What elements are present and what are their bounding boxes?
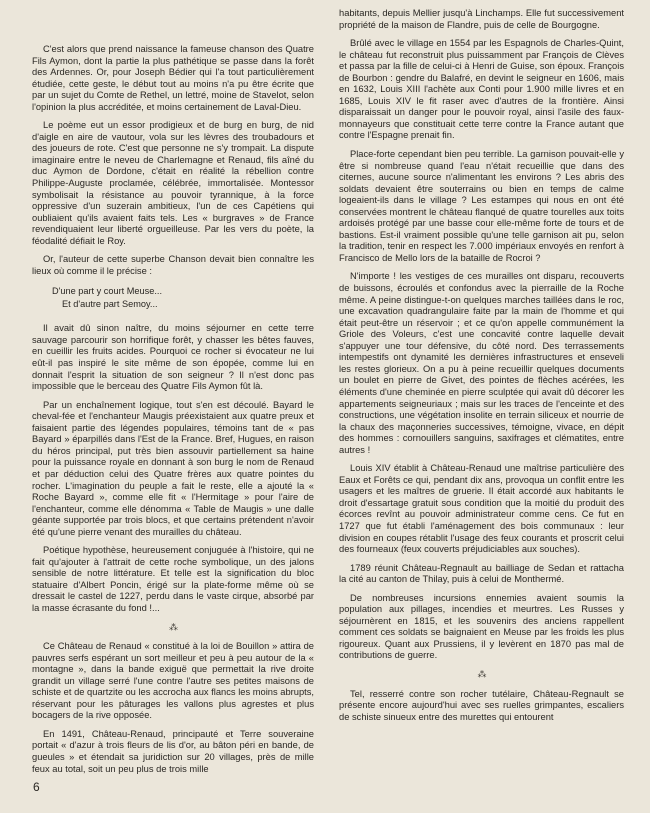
paragraph: C'est alors que prend naissance la fameuse chanson des Quatre Fils Aymon, dont la partie la plus pathétique se passe dans la forêt des Ardennes. Or, pour Joseph Bédier qui l'a tout particulièrement étudiée, cette geste, le début tout au moins n'a pu être écrite que par un sujet du Comte de Rethel, un lettré, moine de Stavelot, selon l'opinion la plus accréditée, et moins certainement de Laval-Dieu. — [32, 44, 314, 112]
paragraph: En 1491, Château-Renaud, principauté et Terre souveraine portait « d'azur à trois fleurs de lis d'or, au bâton péri en bande, de gueules » et étendait sa juridiction sur 20 villages, près de mille feux au total, soit un peu plus de trois mille — [32, 728, 314, 774]
paragraph: Or, l'auteur de cette superbe Chanson devait bien connaître les lieux où comme il le précise : — [32, 254, 314, 276]
paragraph: Louis XIV établit à Château-Renaud une maîtrise particulière des Eaux et Forêts ce qui, pendant dix ans, provoqua un conflit entre les usagers et les maîtres de gruerie. Il était accordé aux habitants le droit d'essartage gratuit sous condition que la moitié du produit des écorces revînt au pouvoir administrateur comme cens. Ce fut en 1727 que fut établi l'aménagement des bois communaux : leur division en coupes rétablit l'usage des feux courants et proscrit celui des fourneaux (feux couverts préjudiciables aux souches). — [339, 463, 624, 555]
paragraph: De nombreuses incursions ennemies avaient soumis la population aux pillages, incendies et meurtres. Les Russes y séjournèrent en 1815, et les souvenirs des anciens rappellent comment ces soldats se baignaient en Meuse par les froids les plus rigoureux. Quant aux Prussiens, il y levèrent en 1870 pas mal de contributions de guerre. — [339, 592, 624, 661]
paragraph: Poétique hypothèse, heureusement conjuguée à l'histoire, qui ne fait qu'ajouter à l'attrait de cette roche symbolique, un des jalons sensible de notre littérature. Et telle est la signification du bloc statuaire d'Albert Poncin, érigé sur la plate-forme même où se dressait le castel de 1227, perdu dans le vaste cirque, absorbé par la masse écrasante du fond !... — [32, 545, 314, 613]
paragraph: Tel, resserré contre son rocher tutélaire, Château-Regnault se présente encore aujourd'hui avec ses ruelles grimpantes, escaliers de schiste sinueux entre des murettes qui entourent — [339, 688, 624, 722]
paragraph: Ce Château de Renaud « constitué à la loi de Bouillon » attira de pauvres serfs espérant un sort meilleur et peu à peu autour de la « montagne », dans la bande exiguë que permettait la rive droite grandit un village serré l'une contre l'autre ses petites maisons de schiste et de quartzite ou les accrocha aux flancs les moins abrupts, réservant pour les pâturages les vallons plus agrestes et plus bocagers de la rive opposée. — [32, 641, 315, 721]
paragraph: 1789 réunit Château-Regnault au bailliage de Sedan et rattacha la cité au canton de Thilay, puis à celui de Monthermé. — [339, 562, 624, 585]
left-column — [32, 44, 314, 782]
paragraph: Place-forte cependant bien peu terrible. La garnison pouvait-elle y être si nombreuse quand l'eau n'était recueillie que dans des citernes, aucune source n'alimentant les environs ? Les abris des soldats devaient être souterrains ou bien en temps de calme logeaient-ils dans le village ? Les estampes qui nous en ont été conservées montrent le château flanqué de quatre tourelles aux toits ardoisés protégé par une basse cour elle-même forte de tours et de bastions. Est-il vraiment possible qu'une telle garnison ait pu, selon la tradition, tenir en respect les 7.000 impériaux envoyés en renfort à Francisco de Mello lors de la bataille de Rocroi ? — [339, 149, 624, 263]
verse-line: Et d'autre part Semoy... — [62, 299, 158, 310]
paragraph: Par un enchaînement logique, tout s'en est découlé. Bayard le cheval-fée et l'enchanteur Maugis préexistaient aux quatre preux et faisaient partie des légendes populaires, témoins tant de « pas Bayard » éparpillés dans l'Est de la France. Bref, Hugues, en raison du héros principal, put très bien assouvir partiellement sa haine pour la puissance royale en donnant à son burg le nom de Renaud et par déduction celui des Quatre frères aux quatre pointes du rocher. L'imagination du peuple a fait le reste, elle a ajouté la « Roche Bayard », comme elle fit « l'Hermitage » pour l'aire de l'enchanteur, comme elle dénomma « Table de Maugis » une dalle géante supportée par trois blocs, et que certains prétendent n'avoir été qu'une pierre venant des murailles du château. — [32, 399, 314, 537]
paragraph: Il avait dû sinon naître, du moins séjourner en cette terre sauvage parcourir son horrifique forêt, y chasser les bêtes fauves, en cueillir les fruits acides. Pourquoi ce rocher si évocateur ne lui eût-il pas inspiré le site même de son épopée, comme lui en donnait l'esprit la situation de son seigneur ? Il n'est donc pas impossible que le berceau des Quatre Fils Aymon fût là. — [32, 323, 314, 392]
paragraph: Le poème eut un essor prodigieux et de burg en burg, de nid d'aigle en aire de vautour, vola sur les lèvres des troubadours et des joueurs de rote. C'est que personne ne s'y trompait. La dispute imaginaire entre le neveu de Charlemagne et Renaud, fils aîné du duc Aymon de Dordone, c'était en réalité la rébellion contre Philippe-Auguste proclamée, célébrée, immortalisée. Montessor symbolisait la résistance au pouvoir tyrannique, à la force oppressive d'un suzerain ambitieux, l'un de ces Capétiens qui oubliaient qu'ils avaient faits tels. Les « burgraves » de France revendiquaient leur liberté orgueilleuse. Par les vers du poète, la féodalité défiait le Roy. — [32, 120, 314, 246]
page-number: 6 — [33, 780, 40, 794]
verse-quote — [32, 285, 314, 311]
paragraph-continued: habitants, depuis Mellier jusqu'à Linchamps. Elle fut successivement propriété de la maison de Flandre, puis de celle de Bourgogne. — [339, 8, 624, 30]
paragraph: N'importe ! les vestiges de ces murailles ont disparu, recouverts de buissons, écroulés et confondus avec la pierraille de la Roche même. A peine distingue-t-on quelques marches taillées dans le roc, une excavation quadrangulaire faite par la main de l'homme et qui était peut-être un réservoir ; et ce qu'on appelle communément la Griole des Voleurs, c'est une concavité contre laquelle devait s'appuyer une tour défensive, du côté nord. Des terrassements intempestifs ont dynamité les dernières infrastructures et enseveli les restes glorieux. On a pu à peine recueillir quelques documents un boulet en pierre de Givet, des pointes de flèches acérées, les éléments d'une cheminée en pierre sculptée qui avait dû décorer les appartements seigneuriaux ; mais sur les traces de l'enceinte et des constructions, une végétation insolite en terrain siliceux et nourrie de la chaux des maçonneries successives, témoigne, vivace, en dépit des hommes : cornouillers sanguins, saxifrages et clématites, entre autres ! — [339, 271, 624, 455]
section-ornament: ⁂ — [169, 621, 177, 632]
right-column — [339, 8, 624, 730]
section-ornament: ⁂ — [477, 668, 486, 679]
verse-line: D'une part y court Meuse... — [52, 286, 163, 297]
paragraph: Brûlé avec le village en 1554 par les Espagnols de Charles-Quint, le château fut reconstruit plus puissamment par François de Clèves et passa par la fille de celui-ci à Henri de Guise, son époux. François de Bourbon : gendre du Balafré, en devint le seigneur en 1606, mais en 1632, Louis XIII l'achète aux Conti pour 1.900 mille livres et en 1685, Louis XIV le fit raser avec d'autres de la frontière. Ainsi disparaissait un danger pour le pouvoir royal, ainsi l'asile des faux-monnayeurs que constituait cette terre contre la France autant que contre l'Espagne prenait fin. — [339, 38, 624, 141]
